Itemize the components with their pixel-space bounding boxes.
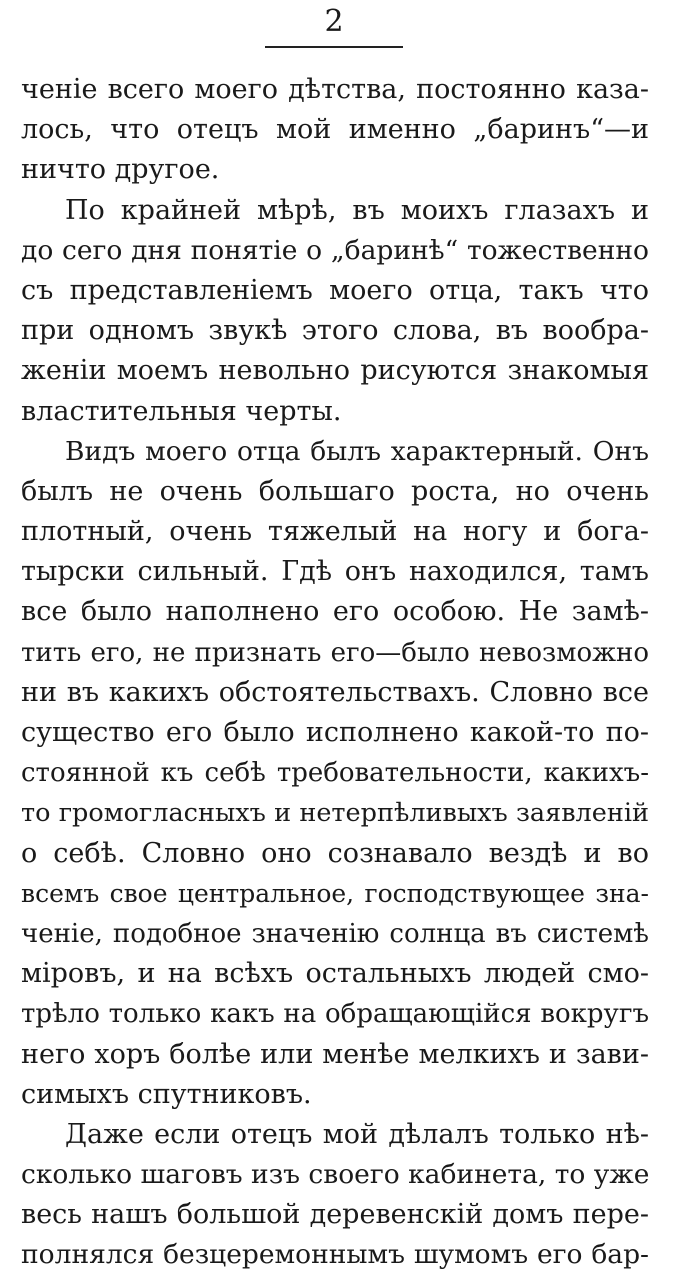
text-line: сколько шаговъ изъ своего кабинета, то уже [21,1159,649,1191]
text-line: Видъ моего отца былъ характерный. Онъ [65,435,649,467]
text-line: Даже если отецъ мой дѣлалъ только нѣ- [65,1118,649,1150]
text-line: всемъ свое центральное, господствующее зна- [21,878,649,908]
text-line: весь нашъ большой деревенскій домъ пере- [21,1199,649,1231]
text-line: тырски сильный. Гдѣ онъ находился, тамъ [21,556,649,588]
text-line: міровъ, и на всѣхъ остальныхъ людей смо- [21,958,649,990]
page-number: 2 [324,4,344,39]
text-line: По крайней мѣрѣ, въ моихъ глазахъ и [65,194,649,226]
body-text [21,70,649,1276]
text-line: все было наполнено его особою. Не замѣ- [21,596,649,628]
text-line: властительныя черты. [21,395,342,427]
text-line: плотный, очень тяжелый на ногу и бога- [21,516,649,548]
text-line: то громогласныхъ и нетерпѣливыхъ заявленій [21,798,649,829]
text-line: тить его, не признать его—было невозможно [21,637,649,668]
text-line: ничто другое. [21,154,220,186]
text-line: него хоръ болѣе или менѣе мелкихъ и зави- [21,1038,649,1070]
text-line: ченіе, подобное значенію солнца въ системѣ [21,918,649,949]
text-line: полнялся безцеремоннымъ шумомъ его бар- [21,1239,649,1271]
header-rule [265,46,403,48]
text-line: существо его было исполнено какой-то по- [21,717,649,748]
text-line: до сего дня понятіе о „баринѣ“ тожественно [21,234,649,266]
text-line: о себѣ. Словно оно сознавало вездѣ и во [21,837,649,869]
text-line: былъ не очень большаго роста, но очень [21,475,649,507]
text-line: трѣло только какъ на обращающійся вокругъ [21,999,649,1030]
text-line: ченіе всего моего дѣтства, постоянно каза- [21,74,649,105]
text-line: при одномъ звукѣ этого слова, въ вообра- [21,315,649,347]
text-line: стоянной къ себѣ требовательности, какихъ- [21,758,649,789]
text-line: женіи моемъ невольно рисуются знакомыя [21,355,649,387]
text-line: симыхъ спутниковъ. [21,1078,312,1110]
text-line: ни въ какихъ обстоятельствахъ. Словно все [21,676,649,708]
text-line: съ представленіемъ моего отца, такъ что [21,274,649,306]
text-line: лось, что отецъ мой именно „баринъ“—и [21,114,649,146]
